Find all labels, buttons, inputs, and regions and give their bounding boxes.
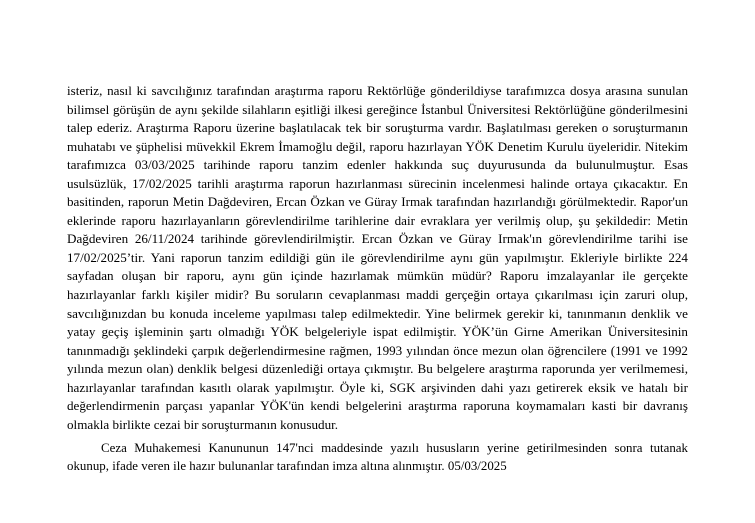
paragraph-final: Ceza Muhakemesi Kanununun 147'nci maddesinde yazılı hususların yerine getirilmesinden sonra tutanak okunup, ifade veren ile hazır bulunanlar tarafından imza altına alınmıştır. 05/03/2025	[67, 440, 688, 474]
paragraph-main: isteriz, nasıl ki savcılığınız tarafından araştırma raporu Rektörlüğe gönderildiyse tarafımızca dosya arasına sunulan bilimsel görüşün de aynı şekilde silahların eşitliği ilkesi gereğince İstanbul Üniversitesi Rektörlüğüne gönderilmesini talep ederiz. Araştırma Raporu üzerine başlatılacak tek bir soruşturma vardır. Başlatılması gereken o soruşturmanın muhatabı ve şüphelisi müvekkil Ekrem İmamoğlu değil, raporu hazırlayan YÖK Denetim Kurulu üyeleridir. Nitekim tarafımızca 03/03/2025 tarihinde raporu tanzim edenler hakkında suç duyurusunda da bulunulmuştur. Esas usulsüzlük, 17/02/2025 tarihli araştırma raporun hazırlanması sürecinin incelenmesi halinde ortaya çıkacaktır. En basitinden, raporun Metin Dağdeviren, Ercan Özkan ve Güray Irmak tarafından hazırlandığı görülmektedir. Rapor'un eklerinde raporu hazırlayanların görevlendirilme tarihlerine dair evraklara yer verilmiş olup, şu şekildedir: Metin Dağdeviren 26/11/2024 tarihinde görevlendirilmiştir. Ercan Özkan ve Güray Irmak'ın görevlendirilme tarihi ise 17/02/2025’tir. Yani raporun tanzim edildiği gün ile görevlendirilme aynı gün yapılmıştır. Ekleriyle birlikte 224 sayfadan oluşan bir raporu, aynı gün içinde hazırlamak mümkün müdür? Raporu imzalayanlar ile gerçekte hazırlayanlar farklı kişiler midir? Bu soruların cevaplanması maddi gerçeğin ortaya çıkarılması için zaruri olup, savcılığınızdan bu konuda inceleme yapılması talep edilmektedir. Yine belirmek gerekir ki, tanınmanın denklik ve yatay geçiş işleminin şartı olmadığı YÖK belgeleriyle ispat edilmiştir. YÖK’ün Girne Amerikan Üniversitesinin tanınmadığı şeklindeki çarpık değerlendirmesine rağmen, 1993 yılından önce mezun olan öğrencilere (1991 ve 1992 yılında mezun olan) denklik belgesi düzenlediği ortaya çıkmıştır. Bu belgelere araştırma raporunda yer verilmemesi, hazırlayanlar tarafından kasıtlı olarak yapılmıştır. Öyle ki, SGK arşivinden dahi yazı getirerek eksik ve hatalı bir değerlendirmenin parçası yapanlar YÖK'ün kendi belgelerini araştırma raporuna koymamaları kasti bir davranış olmakla birlikte cezai bir soruşturmanın konusudur.	[67, 83, 688, 432]
document-text-body	[67, 82, 688, 475]
